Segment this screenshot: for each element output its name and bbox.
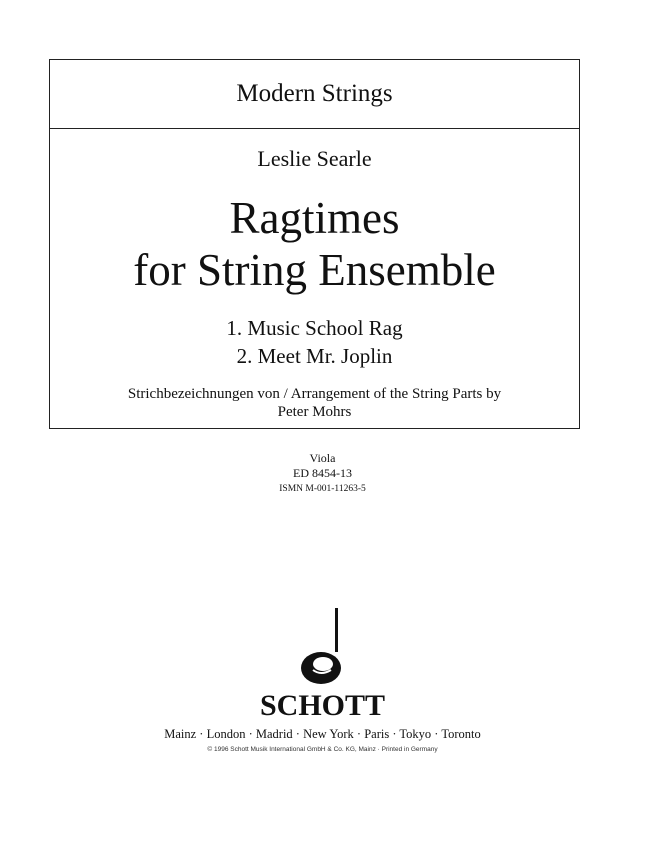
title-line-2: for String Ensemble	[133, 245, 496, 295]
arranger-credit	[50, 385, 579, 421]
arrangement-label: Strichbezeichnungen von / Arrangement of the String Parts by	[127, 386, 502, 402]
ismn-number: ISMN M-001-11263-5	[279, 484, 366, 494]
note-logo-icon	[283, 606, 363, 686]
series-header	[50, 60, 579, 129]
piece-item: 1. Music School Rag	[226, 316, 403, 340]
publisher-logo	[0, 606, 645, 686]
cover-frame	[49, 59, 580, 429]
publisher-cities: Mainz · London · Madrid · New York · Paris · Tokyo · Toronto	[164, 727, 481, 741]
arranger-name: Peter Mohrs	[277, 404, 352, 420]
copyright-line: © 1996 Schott Musik International GmbH & Co. KG, Mainz · Printed in Germany	[207, 746, 438, 753]
main-title	[50, 192, 579, 296]
composer-name: Leslie Searle	[257, 146, 372, 171]
piece-item: 2. Meet Mr. Joplin	[236, 344, 393, 368]
catalog-number: ED 8454-13	[293, 466, 352, 480]
instrument-label: Viola	[309, 451, 336, 465]
piece-list	[50, 314, 579, 370]
publisher-name: SCHOTT	[259, 689, 386, 722]
series-title: Modern Strings	[236, 80, 393, 107]
title-line-1: Ragtimes	[229, 193, 400, 243]
